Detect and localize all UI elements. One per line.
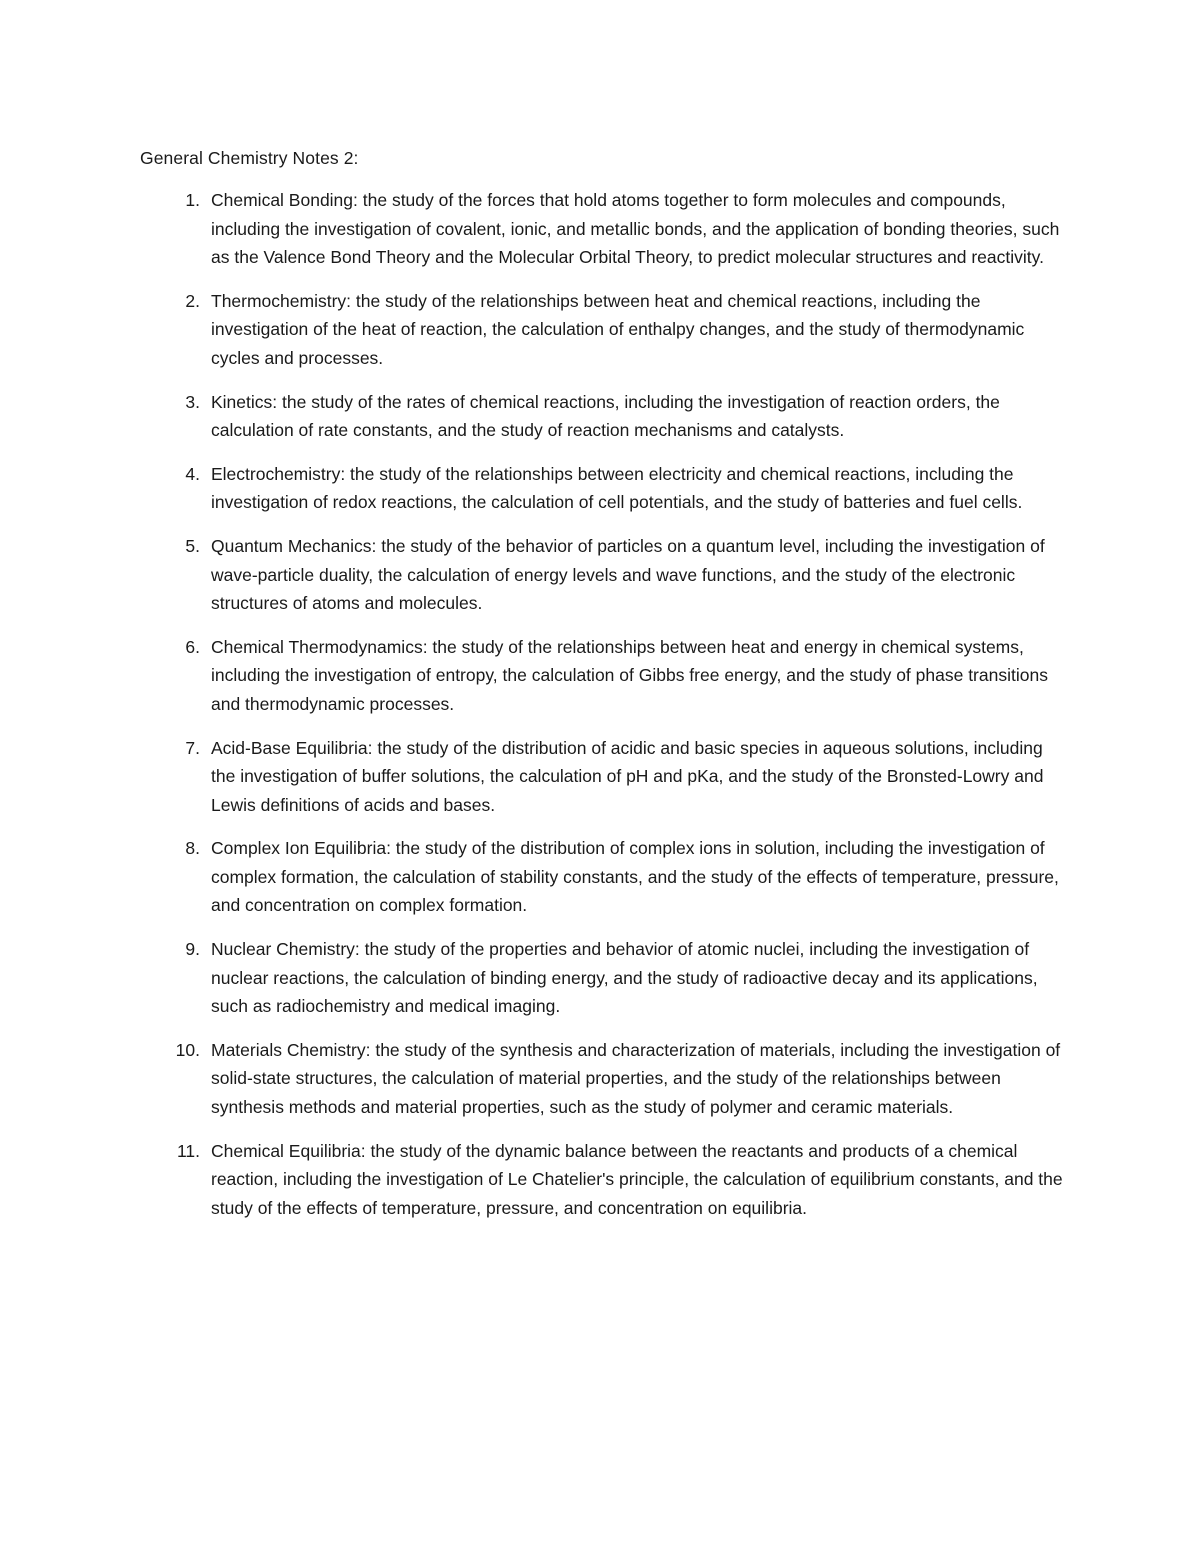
list-item-number: 9. xyxy=(185,939,200,960)
list-item-text: Materials Chemistry: the study of the synthesis and characterization of materials, including the investigation of solid-state structures, the calculation of material properties, and the study of the relationships between synthesis methods and material properties, such as the study of polymer and ceramic materials. xyxy=(211,1039,1061,1118)
notes-list xyxy=(140,186,1065,1237)
list-item xyxy=(140,834,1065,920)
list-item-number: 8. xyxy=(185,838,200,859)
list-item-number: 7. xyxy=(185,737,200,758)
list-item xyxy=(140,460,1065,517)
list-item-number: 2. xyxy=(185,290,200,311)
list-item xyxy=(140,287,1065,373)
list-item-text: Complex Ion Equilibria: the study of the distribution of complex ions in solution, including the investigation of complex formation, the calculation of stability constants, and the study of the effects of temperature, pressure, and concentration on complex formation. xyxy=(211,838,1059,916)
list-item xyxy=(140,186,1065,272)
list-item xyxy=(140,388,1065,445)
list-item-text: Chemical Bonding: the study of the forces that hold atoms together to form molecules and compounds, including the investigation of covalent, ionic, and metallic bonds, and the application of bonding theories, such as the Valence Bond Theory and the Molecular Orbital Theory, to predict molecular structures and reactivity. xyxy=(211,190,1060,268)
list-item xyxy=(140,532,1065,618)
list-item xyxy=(140,734,1065,820)
list-item xyxy=(140,1036,1065,1122)
list-item xyxy=(140,1137,1065,1223)
list-item-number: 4. xyxy=(185,463,200,484)
list-item-text: Acid-Base Equilibria: the study of the distribution of acidic and basic species in aqueous solutions, including the investigation of buffer solutions, the calculation of pH and pKa, and the study of the Bronsted-Lowry and Lewis definitions of acids and bases. xyxy=(211,737,1044,815)
list-item-text: Kinetics: the study of the rates of chemical reactions, including the investigation of reaction orders, the calculation of rate constants, and the study of reaction mechanisms and catalysts. xyxy=(211,391,1000,441)
list-item-number: 3. xyxy=(185,391,200,412)
list-item-text: Chemical Thermodynamics: the study of the relationships between heat and energy in chemical systems, including the investigation of entropy, the calculation of Gibbs free energy, and the study of phase transitions and thermodynamic processes. xyxy=(211,636,1048,714)
list-item-text: Electrochemistry: the study of the relationships between electricity and chemical reactions, including the investigation of redox reactions, the calculation of cell potentials, and the study of batteries and fuel cells. xyxy=(211,463,1023,513)
list-item-text: Nuclear Chemistry: the study of the properties and behavior of atomic nuclei, including the investigation of nuclear reactions, the calculation of binding energy, and the study of radioactive decay and its applications, such as radiochemistry and medical imaging. xyxy=(211,939,1038,1017)
list-item-number: 6. xyxy=(185,636,200,657)
list-item-text: Chemical Equilibria: the study of the dynamic balance between the reactants and products of a chemical reaction, including the investigation of Le Chatelier's principle, the calculation of equilibrium constants, and the study of the effects of temperature, pressure, and concentration on equilibria. xyxy=(211,1140,1063,1218)
list-item xyxy=(140,935,1065,1021)
list-item xyxy=(140,633,1065,719)
page-title: General Chemistry Notes 2: xyxy=(140,148,359,168)
list-item-text: Thermochemistry: the study of the relationships between heat and chemical reactions, including the investigation of the heat of reaction, the calculation of enthalpy changes, and the study of thermodynamic cycles and processes. xyxy=(211,290,1025,368)
list-item-number: 10. xyxy=(175,1039,200,1060)
list-item-number: 5. xyxy=(185,535,200,556)
list-item-text: Quantum Mechanics: the study of the behavior of particles on a quantum level, including the investigation of wave-particle duality, the calculation of energy levels and wave functions, and the study of the electronic structures of atoms and molecules. xyxy=(211,535,1045,614)
list-item-number: 11. xyxy=(176,1140,200,1161)
list-item-number: 1. xyxy=(185,190,200,210)
